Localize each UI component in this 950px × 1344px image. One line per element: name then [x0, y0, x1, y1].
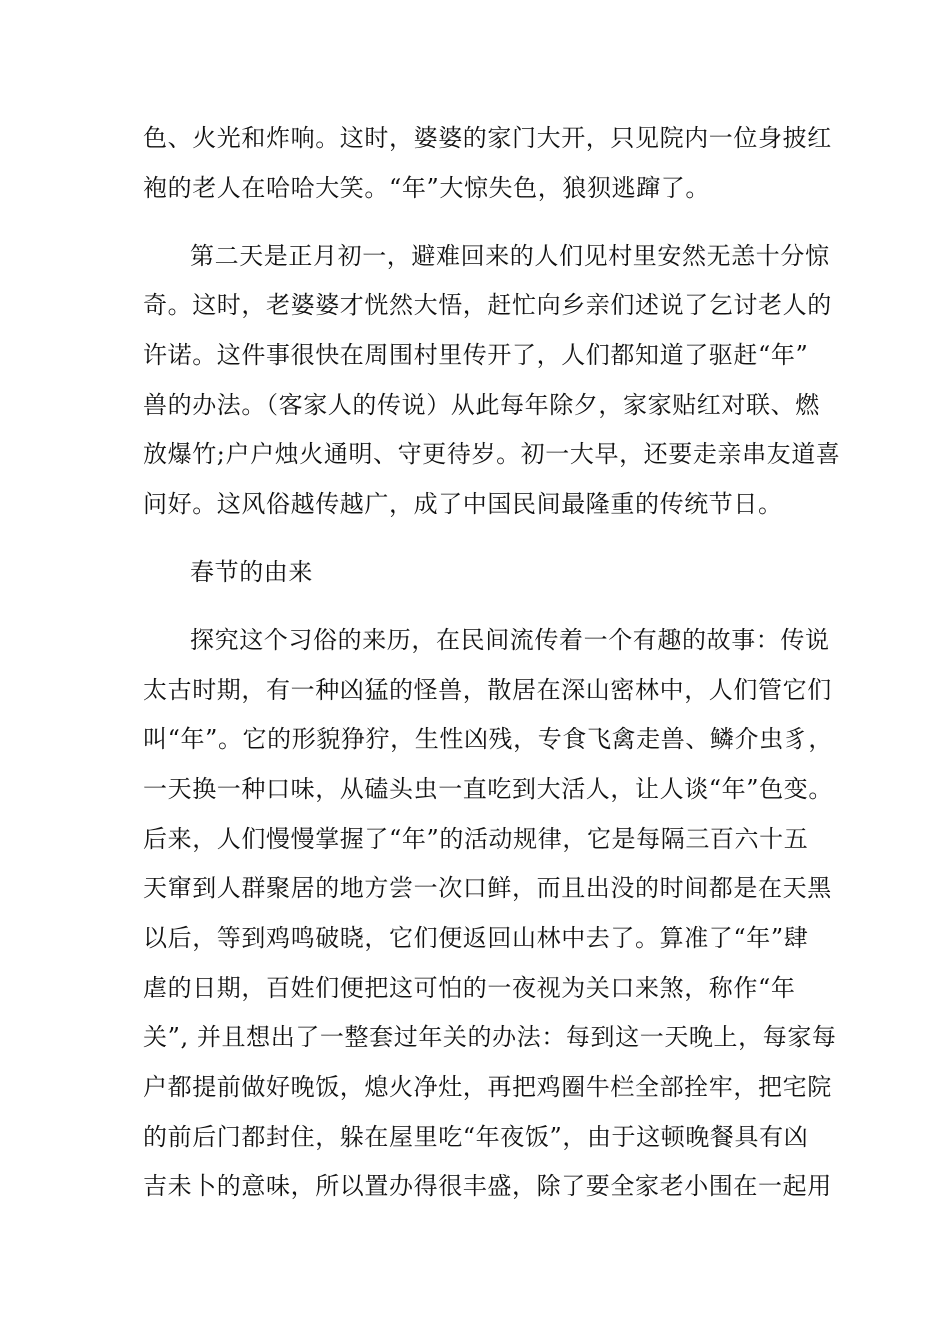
- text-line: 袍的老人在哈哈大笑。“年”大惊失色，狼狈逃蹿了。: [143, 174, 710, 202]
- text-line: 虐的日期，百姓们便把这可怕的一夜视为关口来煞，称作“年: [143, 974, 796, 1002]
- text-line: 吉未卜的意味，所以置办得很丰盛，除了要全家老小围在一起用: [143, 1172, 832, 1200]
- text-line: 户都提前做好晚饭，熄火净灶，再把鸡圈牛栏全部拴牢，把宅院: [143, 1073, 832, 1101]
- text-line: 许诺。这件事很快在周围村里传开了，人们都知道了驱赶“年”: [143, 341, 809, 369]
- text-line: 关”, 并且想出了一整套过年关的办法：每到这一天晚上，每家每: [143, 1023, 837, 1051]
- section-heading: 春节的由来: [190, 558, 313, 586]
- text-line: 叫“年”。它的形貌狰狞，生性凶残，专食飞禽走兽、鳞介虫豸，: [143, 725, 833, 753]
- text-line: 天窜到人群聚居的地方尝一次口鲜，而且出没的时间都是在天黑: [143, 874, 832, 902]
- text-line: 的前后门都封住，躲在屋里吃“年夜饭”，由于这顿晚餐具有凶: [143, 1123, 809, 1151]
- text-line: 奇。这时，老婆婆才恍然大悟，赶忙向乡亲们述说了乞讨老人的: [143, 291, 832, 319]
- text-line: 问好。这风俗越传越广，成了中国民间最隆重的传统节日。: [143, 490, 783, 518]
- text-line: 色、火光和炸响。这时，婆婆的家门大开，只见院内一位身披红: [143, 124, 832, 152]
- text-line: 以后，等到鸡鸣破晓，它们便返回山林中去了。算准了“年”肆: [143, 924, 809, 952]
- text-line: 太古时期，有一种凶猛的怪兽，散居在深山密林中，人们管它们: [143, 676, 832, 704]
- text-line: 一天换一种口味，从磕头虫一直吃到大活人，让人谈“年”色变。: [143, 775, 833, 803]
- text-line: 放爆竹;户户烛火通明、守更待岁。初一大早，还要走亲串友道喜: [143, 440, 841, 468]
- text-line: 探究这个习俗的来历，在民间流传着一个有趣的故事：传说: [190, 626, 830, 654]
- text-line: 第二天是正月初一，避难回来的人们见村里安然无恙十分惊: [190, 242, 830, 270]
- text-line: 兽的办法。（客家人的传说）从此每年除夕，家家贴红对联、燃: [143, 391, 820, 419]
- text-line: 后来，人们慢慢掌握了“年”的活动规律，它是每隔三百六十五: [143, 825, 809, 853]
